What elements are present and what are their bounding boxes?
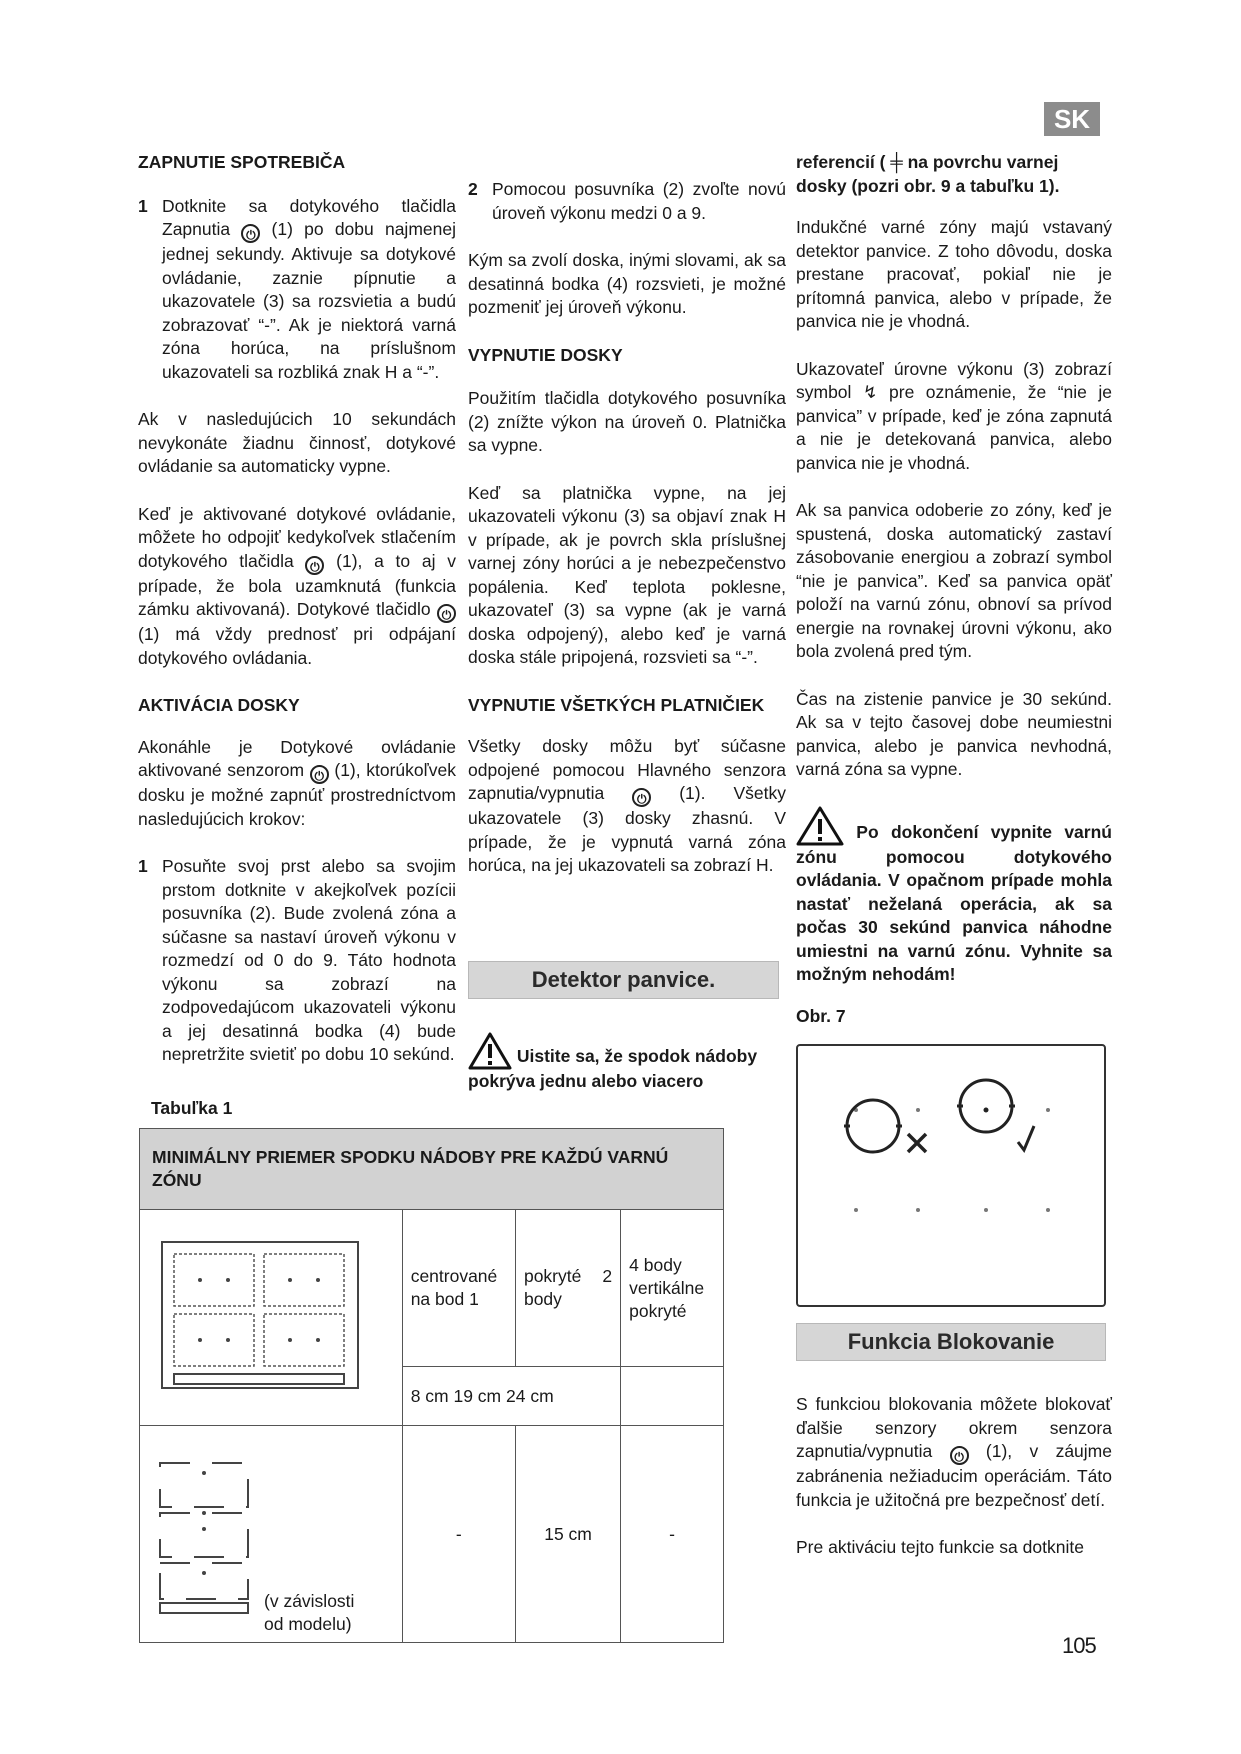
paragraph-switch-off: Použitím tlačidla dotykového posuvníka (2) znížte výkon na úroveň 0. Platnička sa vypne.: [468, 388, 786, 455]
step-text: Pomocou posuvníka (2) zvoľte novú úroveň výkonu medzi 0 a 9.: [492, 179, 786, 223]
step-slider: [138, 855, 456, 1067]
power-icon: ⏻: [310, 765, 329, 784]
paragraph-no-pan-symbol: Ukazovateľ úrovne výkonu (3) zobrazí symbol ↯ pre oznámenie, že “nie je panvica” v prípade, keď je zóna zapnutá a nie je detekovaná panvica, alebo panvica nie je vhodná.: [796, 358, 1112, 473]
hob-domino-icon: [154, 1449, 254, 1619]
paragraph-lock: [796, 1393, 1112, 1512]
table-header: MINIMÁLNY PRIEMER SPODKU NÁDOBY PRE KAŽDÚ VARNÚ ZÓNU: [140, 1129, 724, 1210]
heading-switch-on: ZAPNUTIE SPOTREBIČA: [138, 152, 346, 172]
paragraph-text: Akonáhle je Dotykové ovládanie aktivované senzorom: [138, 736, 456, 780]
paragraph-text: Keď je aktivované dotykové ovládanie, môžete ho odpojiť kedykoľvek stlačením dotykového tlačidla: [138, 503, 456, 571]
power-icon: ⏻: [305, 556, 324, 575]
paragraph-text: S funkciou blokovania môžete blokovať ďalšie senzory okrem senzora zapnutia/vypnutia: [796, 1394, 1112, 1461]
paragraph-references: referencií ( ╪ na povrchu varnej dosky (pozri obr. 9 a tabuľku 1).: [796, 152, 1060, 196]
power-icon: ⏻: [241, 224, 260, 243]
step-2: [468, 178, 786, 225]
hob-4-zone-icon: [160, 1240, 360, 1390]
power-icon: ⏻: [632, 788, 651, 807]
warning-icon: [796, 806, 844, 846]
step-text: Dotknite sa dotykového tlačidla: [162, 195, 456, 216]
wrong-cross-icon: [908, 1134, 926, 1152]
hob-domino-cell: [140, 1426, 403, 1643]
paragraph-switch-off-all: [468, 735, 786, 878]
table-row: [140, 1426, 724, 1643]
row2-value-four-points: -: [621, 1426, 724, 1643]
paragraph-text: (1), ktorúkoľvek dosku je možné zapnúť prostredníctvom nasledujúcich krokov:: [138, 760, 456, 829]
paragraph-hot-indicator: Keď sa platnička vypne, na jej ukazovateli výkonu (3) sa objaví znak H v prípade, ak je povrch skla príslušnej varnej zóny horúci a je nebezpečenstvo popálenia. Keď teplota poklesne, ukazovateľ (3) sa vypne (ak je varná doska odpojený), alebo keď je varná doska stále pripojená, rozsvieti sa “-”.: [468, 482, 786, 667]
figure-7: [796, 1044, 1106, 1307]
language-badge: SK: [1044, 102, 1100, 136]
correct-check-icon: [1018, 1126, 1034, 1150]
row1-empty-cell: [621, 1367, 724, 1426]
row1-values: 8 cm 19 cm 24 cm: [402, 1367, 620, 1426]
pan-diameter-table: [139, 1128, 724, 1643]
table-header-row: [140, 1129, 724, 1210]
heading-switch-off-zone: VYPNUTIE DOSKY: [468, 344, 623, 365]
column-right: [796, 151, 1112, 1028]
warning-switch-off: [796, 806, 1112, 987]
paragraph-text: (1), a to aj v prípade, že bola uzamknutá (funkcia zámku aktivovaná). Dotykové tlačidlo: [138, 550, 456, 619]
power-icon: ⏻: [437, 604, 456, 623]
col-header-four-points: 4 body vertikálne pokryté: [621, 1210, 724, 1367]
paragraph-text: (1). Všetky ukazovatele (3) dosky zhasnú. V prípade, že je vypnutá varná zóna horúca, na jej ukazovateli sa zobrazí H.: [468, 783, 786, 875]
warning-icon: [468, 1032, 512, 1070]
step-text: Posuňte svoj prst alebo sa svojim prstom dotknite v akejkoľvek pozícii posuvníka (2). Bude zvolená zóna a súčasne sa nastaví úroveň výkonu v rozmedzí od 0 do 9. Táto hodnota výkonu sa zobrazí na zodpovedajúcom ukazovateli výkonu a jej desatinná bodka (4) bude nepretržite svietiť po dobu 10 sekúnd.: [162, 856, 456, 1064]
step-text: (1) po dobu najmenej: [271, 219, 456, 239]
figure-label: Obr. 7: [796, 1005, 846, 1026]
table-row: [140, 1210, 724, 1367]
section-bar-lock-function: Funkcia Blokovanie: [796, 1323, 1106, 1361]
paragraph-disconnect: [138, 503, 456, 671]
pan-centered-icon: [957, 1080, 1015, 1132]
paragraph-text: (1), v záujme zabránenia nežiaducim operáciám. Táto funkcia je užitočná pre bezpečnosť detí.: [796, 1441, 1112, 1510]
paragraph-activation: [138, 736, 456, 832]
power-icon: ⏻: [950, 1446, 969, 1465]
row2-value-two-points: 15 cm: [515, 1426, 620, 1643]
column-right-lower: [796, 1393, 1112, 1560]
warning-text: Uistite sa, že spodok nádoby pokrýva jednu alebo viacero: [468, 1046, 758, 1091]
table-caption: Tabuľka 1: [151, 1098, 233, 1118]
warning-text: Po dokončení vypnite varnú zónu pomocou dotykového ovládania. V opačnom prípade mohla nastať neželaná operácia, ak sa počas 30 sekúnd panvica náhodne umiestni na varnú zónu. Vyhnite sa možným nehodám!: [796, 821, 1112, 984]
row2-value-centered: -: [402, 1426, 515, 1643]
paragraph-induction: Indukčné varné zóny majú vstavaný detektor panvice. Z toho dôvodu, doska prestane pracovať, pokiaľ nie je prítomná panvica, alebo v prípade, že panvica nie je vhodná.: [796, 217, 1112, 331]
pan-placement-diagram: [798, 1046, 1104, 1305]
paragraph-text: Všetky dosky môžu byť súčasne odpojené pomocou Hlavného senzora zapnutia/vypnutia: [468, 736, 786, 803]
paragraph-pan-removed: Ak sa panvica odoberie zo zóny, keď je spustená, doska automatický zastaví zásobovanie energiou a zobrazí symbol “nie je panvica”. Keď sa panvica opäť položí na varnú zónu, obnoví sa prívod energie na rovnakej úrovni výkonu, ako bola zvolená pred tým.: [796, 500, 1112, 661]
page-number: 105: [1062, 1633, 1096, 1658]
step-number: 1: [138, 856, 148, 876]
pan-off-center-icon: [844, 1100, 902, 1152]
paragraph-decimal-dot: Kým sa zvolí doska, inými slovami, ak sa desatinná bodka (4) rozsvieti, je možné pozmeniť jej úroveň výkonu.: [468, 250, 786, 317]
step-text: jednej sekundy. Aktivuje sa dotykové ovládanie, zaznie pípnutie a ukazovatele (3) sa rozsvietia a budú zobrazovať “-”. Ak je niektorá varná zóna horúca, na príslušnom ukazovateli sa rozbliká znak H a “-”.: [162, 244, 456, 382]
step-number: 1: [138, 195, 148, 216]
section-bar-pan-detector: Detektor panvice.: [468, 961, 779, 999]
paragraph-detection-time: Čas na zistenie panvice je 30 sekúnd. Ak sa v tejto časovej dobe neumiestni panvica, alebo je panvica nevhodná, varná zóna sa vypne.: [796, 688, 1112, 779]
model-note: (v závislosti od modelu): [264, 1591, 355, 1634]
col-header-centered: centrované na bod 1: [402, 1210, 515, 1367]
step-text: Zapnutia: [162, 219, 231, 239]
hob-4-zone-cell: [140, 1210, 403, 1426]
column-middle: [468, 178, 786, 878]
paragraph-text: (1) má vždy prednosť pri odpájaní dotykového ovládania.: [138, 624, 456, 668]
paragraph-lock-activate: Pre aktiváciu tejto funkcie sa dotknite: [796, 1537, 1084, 1557]
step-number: 2: [468, 179, 478, 199]
heading-switch-off-all: VYPNUTIE VŠETKÝCH PLATNIČIEK: [468, 694, 765, 715]
col-header-two-points: pokryté 2 body: [515, 1210, 620, 1367]
paragraph-inactivity: Ak v nasledujúcich 10 sekundách nevykonáte žiadnu činnosť, dotykové ovládanie sa automaticky vypne.: [138, 409, 456, 476]
step-1: [138, 195, 456, 385]
column-left: [138, 151, 456, 1067]
heading-activation: AKTIVÁCIA DOSKY: [138, 695, 300, 715]
warning-pan-coverage: [468, 1032, 780, 1094]
